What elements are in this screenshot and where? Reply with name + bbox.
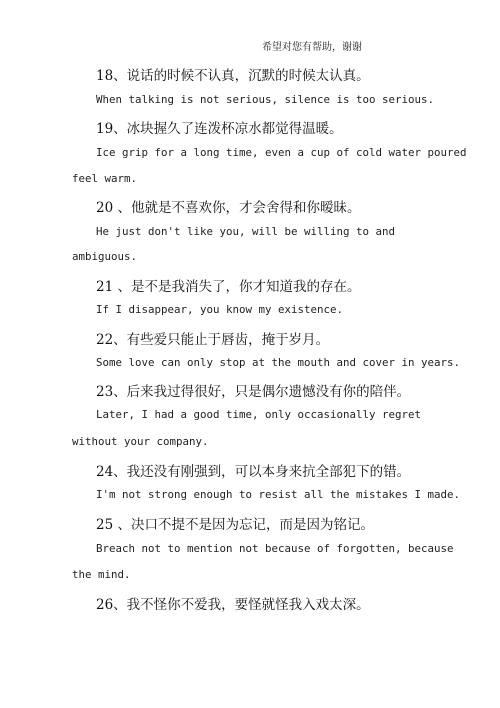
quote-22-chinese: 22、有些爱只能止于唇齿，掩于岁月。 bbox=[96, 332, 330, 348]
quote-22-english: Some love can only stop at the mouth and cover in years. bbox=[96, 356, 461, 369]
quote-23-chinese: 23、后来我过得很好，只是偶尔遗憾没有你的陪伴。 bbox=[96, 384, 411, 400]
quote-19-chinese: 19、冰块握久了连泼杯凉水都觉得温暖。 bbox=[96, 121, 343, 137]
quote-21-chinese: 21 、是不是我消失了，你才知道我的存在。 bbox=[96, 279, 361, 295]
quote-24-english: I'm not strong enough to resist all the mistakes I made. bbox=[96, 488, 461, 501]
quote-23-english-line-2: without your company. bbox=[72, 435, 209, 448]
quote-24-chinese: 24、我还没有刚强到，可以本身来抗全部犯下的错。 bbox=[96, 464, 411, 480]
quote-20-chinese: 20 、他就是不喜欢你，才会舍得和你暧昧。 bbox=[96, 200, 361, 216]
quote-23-english-line-1: Later, I had a good time, only occasionally regret bbox=[96, 408, 422, 421]
quote-18-chinese: 18、说话的时候不认真，沉默的时候太认真。 bbox=[96, 68, 370, 84]
quote-19-english-line-1: Ice grip for a long time, even a cup of cold water poured bbox=[96, 146, 467, 159]
quote-21-english: If I disappear, you know my existence. bbox=[96, 303, 344, 316]
quote-18-english: When talking is not serious, silence is too serious. bbox=[96, 93, 435, 106]
quote-20-english-line-2: ambiguous. bbox=[72, 250, 138, 263]
quote-25-english-line-1: Breach not to mention not because of forgotten, because bbox=[96, 542, 454, 555]
quote-26-chinese: 26、我不怪你不爱我，要怪就怪我入戏太深。 bbox=[96, 597, 370, 613]
quote-20-english-line-1: He just don't like you, will be willing to and bbox=[96, 225, 396, 238]
quote-25-english-line-2: the mind. bbox=[72, 568, 131, 581]
quote-19-english-line-2: feel warm. bbox=[72, 172, 138, 185]
page-header: 希望对您有帮助，谢谢 bbox=[262, 42, 362, 53]
quote-25-chinese: 25 、决口不提不是因为忘记，而是因为铭记。 bbox=[96, 517, 374, 533]
